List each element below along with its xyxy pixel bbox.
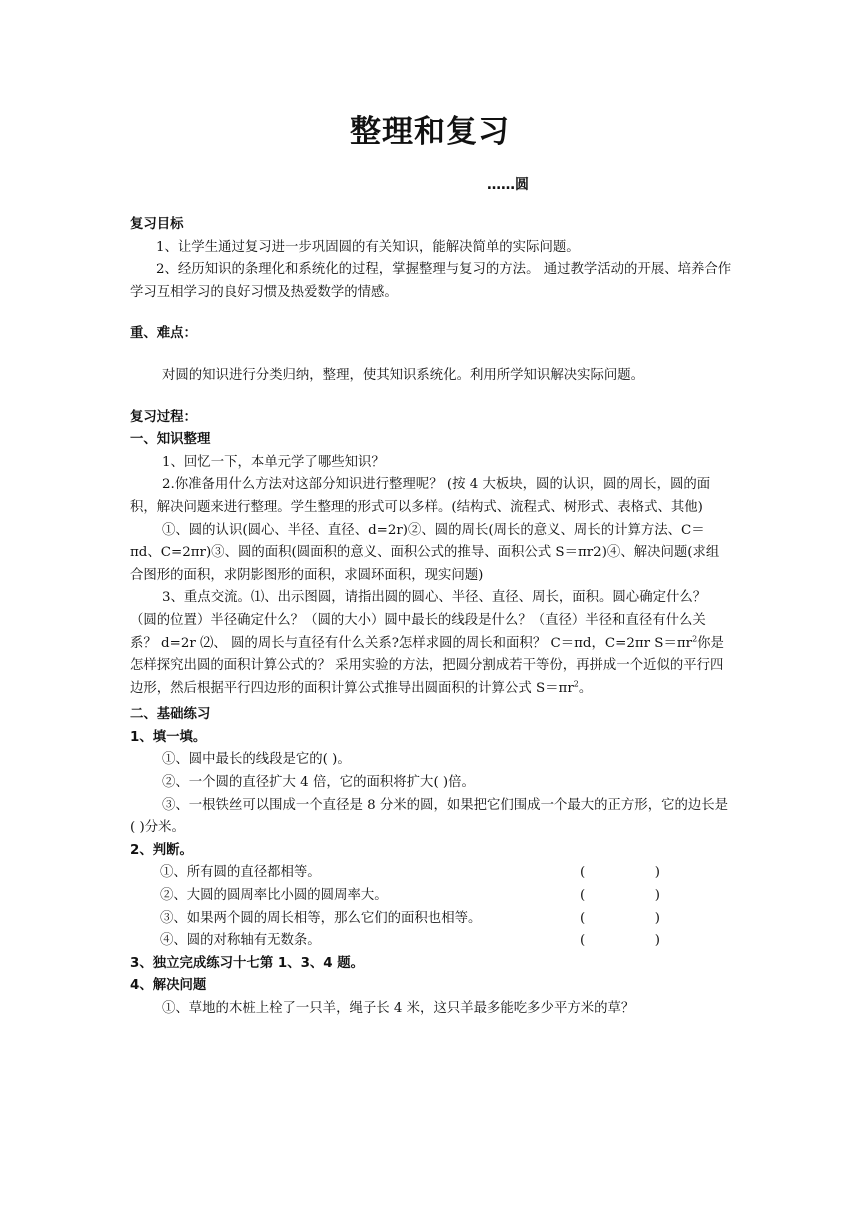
judge-statement: ④、圆的对称轴有无数条。 — [160, 933, 321, 949]
judge-heading: 2、判断。 — [130, 842, 193, 858]
goals-heading: 复习目标 — [130, 217, 184, 232]
page-subtitle: ……圆 — [487, 177, 529, 193]
section1-p4-end: 。 — [578, 680, 593, 696]
problem-solving-heading: 4、解决问题 — [130, 978, 207, 994]
process-heading: 复习过程： — [130, 409, 197, 425]
judge-item — [130, 908, 732, 931]
answer-blank: ( ) — [580, 888, 660, 904]
answer-blank: ( ) — [580, 910, 660, 926]
answer-blank: ( ) — [580, 865, 660, 881]
fill-item-2: ②、一个圆的直径扩大 4 倍，它的面积将扩大( )倍。 — [162, 775, 475, 791]
judge-statement: ③、如果两个圆的周长相等，那么它们的面积也相等。 — [160, 910, 482, 926]
section1-p4-a: 3、重点交流。⑴、出示图圆，请指出圆的圆心、半径、直径、周长，面积。圆心确定什么？（圆的位置）半径确定什么？（圆的大小）圆中最长的线段是什么？（直径）半径和直径有什么关系？ d=2r ⑵、 圆的周长与直径有什么关系?怎样求圆的周长和面积？ C＝πd，C=2πr S＝πr — [130, 590, 707, 651]
answer-blank: ( ) — [580, 933, 660, 949]
judge-item — [130, 862, 732, 885]
judge-statement: ②、大圆的圆周率比小圆的圆周率大。 — [160, 888, 388, 904]
superscript-2-b: 2 — [573, 679, 579, 689]
section1-p1: 1、回忆一下，本单元学了哪些知识？ — [162, 454, 385, 470]
judge-statement: ①、所有圆的直径都相等。 — [160, 865, 321, 881]
problem-1: ①、草地的木桩上栓了一只羊，绳子长 4 米，这只羊最多能吃多少平方米的草？ — [162, 1001, 635, 1016]
page-title: 整理和复习 — [350, 114, 510, 150]
key-points-heading: 重、难点： — [130, 326, 197, 342]
exercise-item-3: 3、独立完成练习十七第 1、3、4 题。 — [130, 955, 365, 971]
fill-item-3: ③、一根铁丝可以围成一个直径是 8 分米的圆，如果把它们围成一个最大的正方形，它的边长是( )分米。 — [130, 797, 729, 836]
section1-p3: ①、圆的认识(圆心、半径、直径、d=2r)②、圆的周长(周长的意义、周长的计算方法、C＝πd、C=2πr)③、圆的面积(圆面积的意义、面积公式的推导、面积公式 S＝πr2)④、解决问题(求组合图形的面积，求阴影图形的面积，求圆环面积，现实问题) — [130, 522, 720, 583]
goal-item-2: 2、经历知识的条理化和系统化的过程，掌握整理与复习的方法。 通过教学活动的开展、培养合作学习互相学习的良好习惯及热爱数学的情感。 — [130, 262, 732, 300]
document-body — [130, 214, 732, 1021]
goal-item-1: 1、让学生通过复习进一步巩固圆的有关知识，能解决简单的实际问题。 — [156, 239, 580, 255]
section2-heading: 二、基础练习 — [130, 707, 211, 723]
fill-heading: 1、填一填。 — [130, 729, 207, 745]
judge-item — [130, 885, 732, 908]
superscript-2: 2 — [692, 634, 698, 644]
key-points-text: 对圆的知识进行分类归纳，整理，使其知识系统化。利用所学知识解决实际问题。 — [162, 367, 645, 383]
section1-p2: 2.你准备用什么方法对这部分知识进行整理呢？ (按 4 大板块，圆的认识，圆的周长，圆的面积，解决问题来进行整理。学生整理的形式可以多样。(结构式、流程式、树形式、表格式、其他) — [130, 477, 711, 515]
section1-p4 — [130, 587, 732, 700]
fill-item-1: ①、圆中最长的线段是它的( )。 — [162, 752, 351, 768]
section1-p4-b: 你是怎样探究出圆的面积计算公式的？ 采用实验的方法，把圆分割成若干等份，再拼成一个近似的平行四边形，然后根据平行四边形的面积计算公式推导出圆面积的计算公式 S＝πr — [130, 635, 724, 696]
section1-heading: 一、知识整理 — [130, 432, 211, 448]
judge-item — [130, 930, 732, 953]
